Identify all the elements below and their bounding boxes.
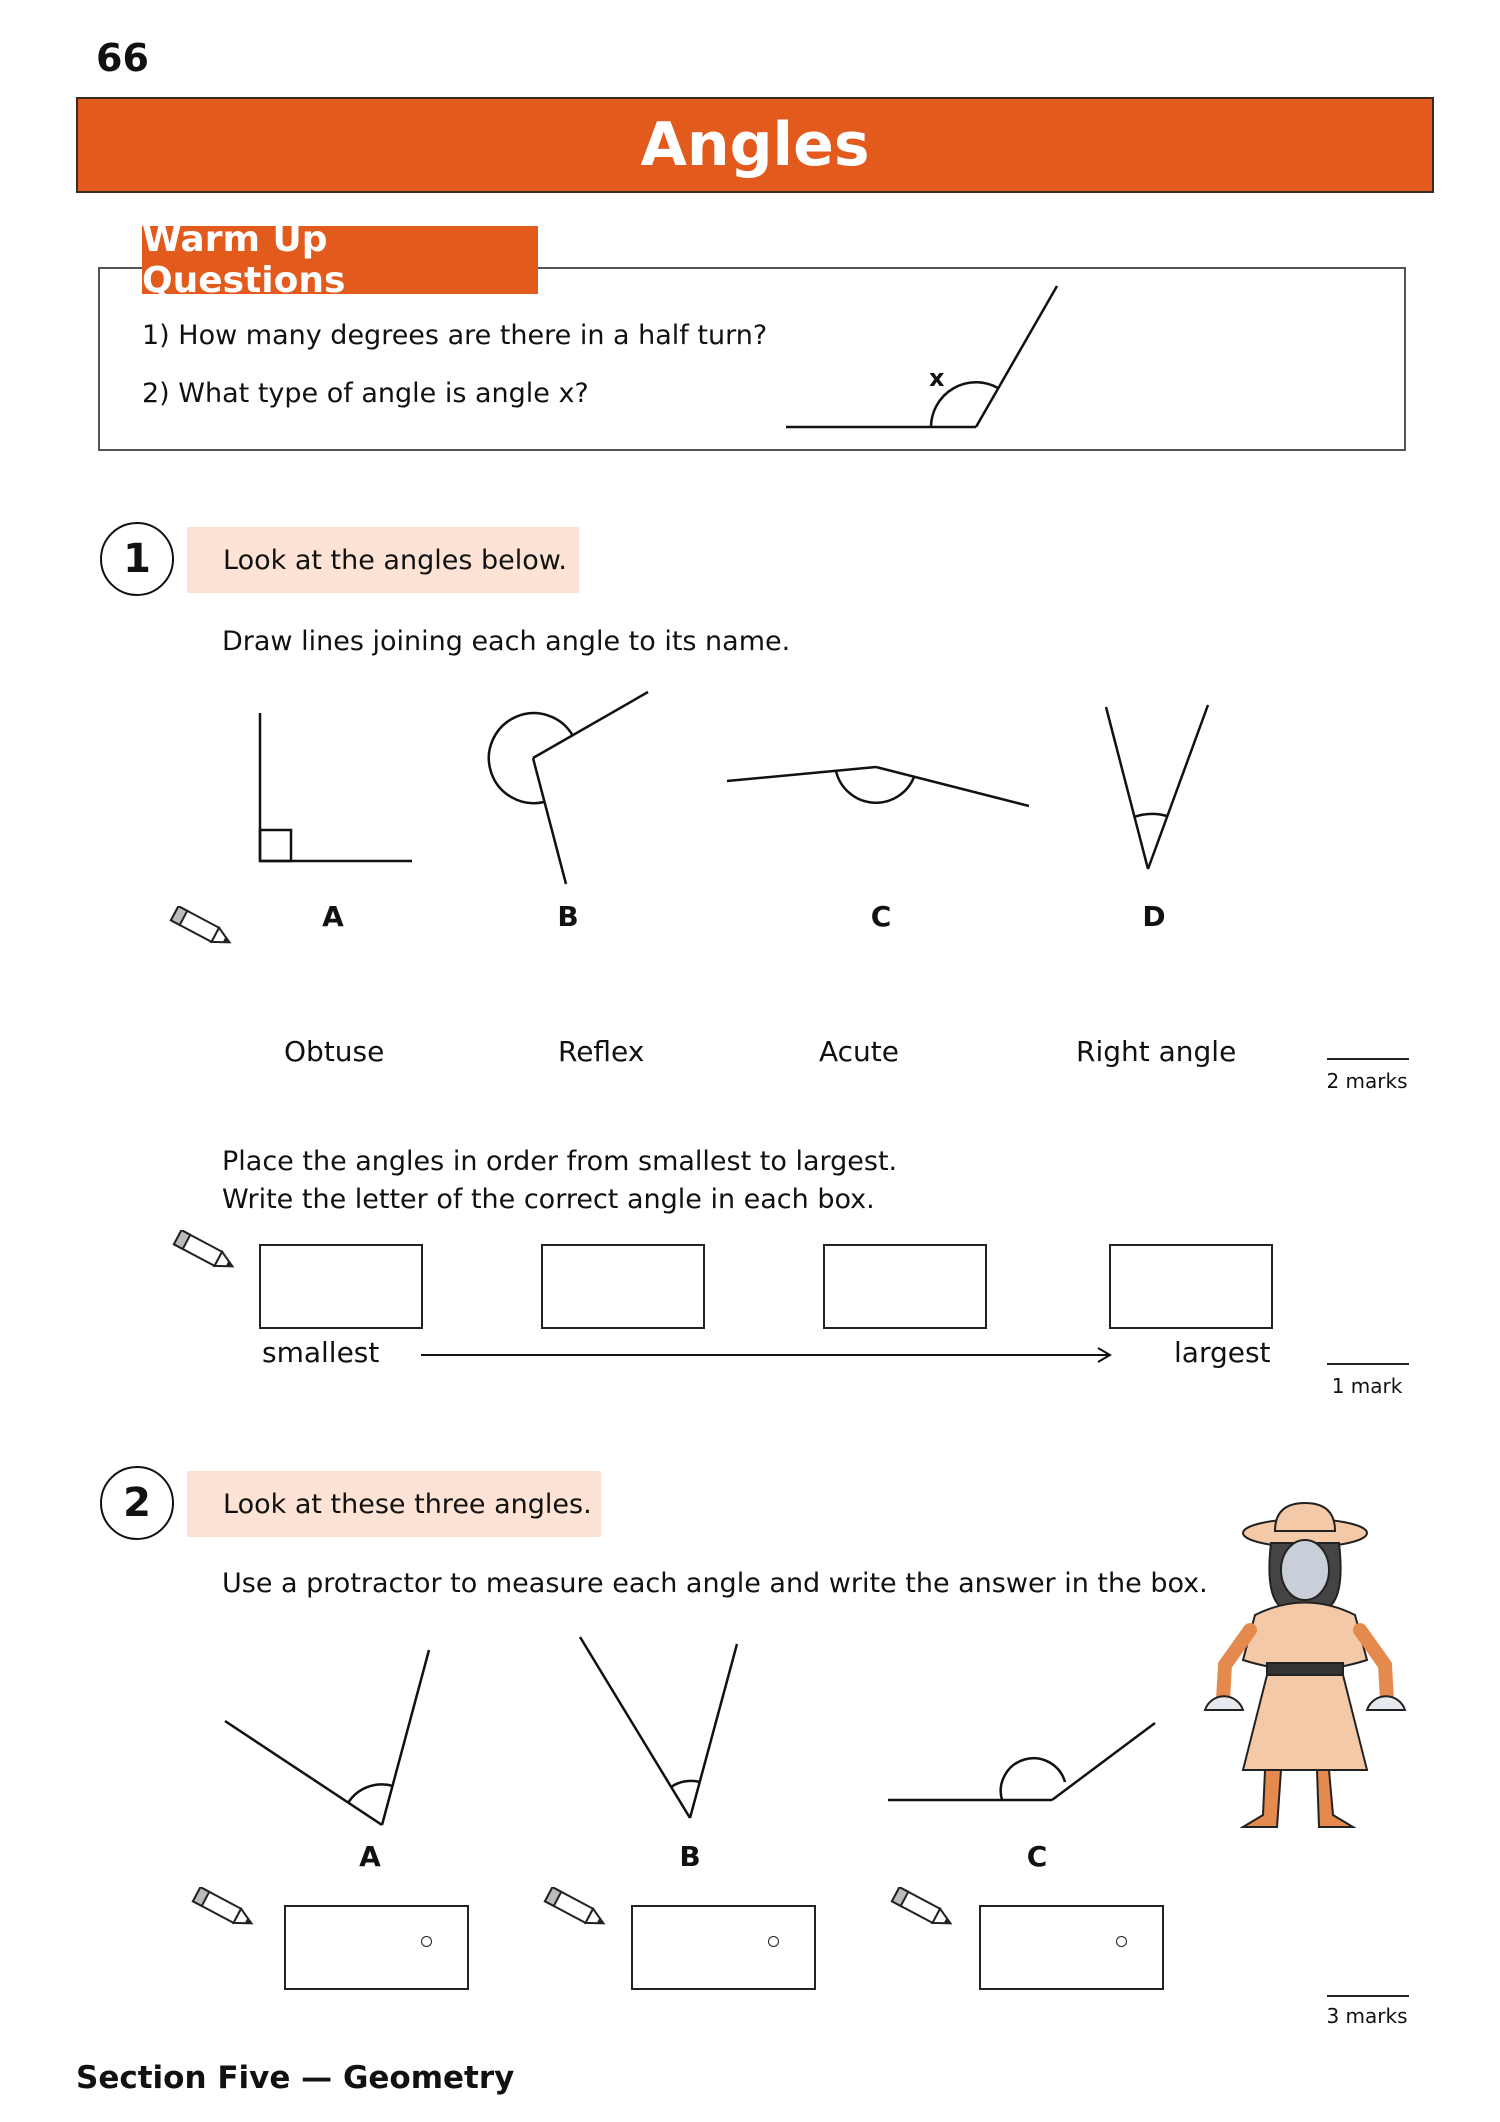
pencil-icon xyxy=(165,1230,245,1278)
smallest-label: smallest xyxy=(262,1336,380,1369)
title-banner xyxy=(76,97,1434,193)
question-1-angles-diagram xyxy=(160,680,1260,980)
angle-x-label: x xyxy=(929,364,945,392)
angle-letter-d: D xyxy=(1142,900,1166,933)
q2-angle-a xyxy=(225,1650,429,1825)
question-1-banner xyxy=(187,527,579,593)
q2-angle-letter-b: B xyxy=(679,1840,701,1873)
q2-angle-b xyxy=(580,1637,737,1818)
question-1-number: 1 xyxy=(100,522,174,596)
angle-c-obtuse xyxy=(727,767,1029,806)
pencil-icon xyxy=(184,1887,264,1935)
angle-b-reflex xyxy=(489,692,648,884)
degree-symbol xyxy=(421,1936,432,1947)
warmup-heading: Warm Up Questions xyxy=(142,226,538,294)
pencil-icon xyxy=(162,906,242,954)
order-answer-box-1[interactable] xyxy=(259,1244,423,1329)
question-2-banner-text: Look at these three angles. xyxy=(223,1488,592,1520)
angle-name-obtuse: Obtuse xyxy=(284,1035,385,1068)
largest-label: largest xyxy=(1174,1336,1271,1369)
order-answer-box-4[interactable] xyxy=(1109,1244,1273,1329)
angle-letter-c: C xyxy=(870,900,892,933)
pencil-icon xyxy=(883,1887,963,1935)
q2-answer-box-c[interactable] xyxy=(979,1905,1164,1990)
warmup-question-2: 2) What type of angle is angle x? xyxy=(142,378,589,409)
order-answer-box-2[interactable] xyxy=(541,1244,705,1329)
page-number: 66 xyxy=(96,36,149,80)
angle-name-reflex: Reflex xyxy=(558,1035,645,1068)
marks-label-1: 1 mark xyxy=(1331,1374,1403,1398)
order-instruction-1: Place the angles in order from smallest to largest. xyxy=(222,1146,898,1177)
order-answer-box-3[interactable] xyxy=(823,1244,987,1329)
marks-line xyxy=(1327,1363,1409,1365)
order-instruction-2: Write the letter of the correct angle in each box. xyxy=(222,1184,875,1215)
question-1-instruction: Draw lines joining each angle to its name. xyxy=(222,626,791,657)
cowgirl-illustration xyxy=(1195,1495,1415,1835)
page-title: Angles xyxy=(640,110,870,180)
order-arrow xyxy=(420,1345,1120,1365)
question-2-instruction: Use a protractor to measure each angle and write the answer in the box. xyxy=(222,1568,1208,1599)
marks-line xyxy=(1327,1995,1409,1997)
degree-symbol xyxy=(1116,1936,1127,1947)
degree-symbol xyxy=(768,1936,779,1947)
pencil-icon xyxy=(536,1887,616,1935)
angle-letter-a: A xyxy=(322,900,344,933)
angle-d-acute xyxy=(1106,705,1208,869)
q2-answer-box-a[interactable] xyxy=(284,1905,469,1990)
question-1-banner-text: Look at the angles below. xyxy=(223,544,567,576)
warmup-question-1: 1) How many degrees are there in a half turn? xyxy=(142,320,768,351)
warmup-angle-diagram xyxy=(780,280,1080,440)
marks-label-2: 2 marks xyxy=(1326,1069,1408,1093)
angle-name-acute: Acute xyxy=(819,1035,900,1068)
question-2-angles-diagram xyxy=(200,1630,1180,1830)
q2-angle-c xyxy=(888,1723,1155,1800)
q2-answer-box-b[interactable] xyxy=(631,1905,816,1990)
question-2-number: 2 xyxy=(100,1466,174,1540)
question-2-banner xyxy=(187,1471,601,1537)
page-footer: Section Five — Geometry xyxy=(76,2060,515,2096)
q2-angle-letter-a: A xyxy=(359,1840,381,1873)
angle-a-right xyxy=(260,713,412,861)
q2-angle-letter-c: C xyxy=(1026,1840,1048,1873)
angle-name-right-angle: Right angle xyxy=(1076,1035,1237,1068)
angle-letter-b: B xyxy=(557,900,579,933)
marks-line xyxy=(1327,1058,1409,1060)
marks-label-3: 3 marks xyxy=(1326,2004,1408,2028)
